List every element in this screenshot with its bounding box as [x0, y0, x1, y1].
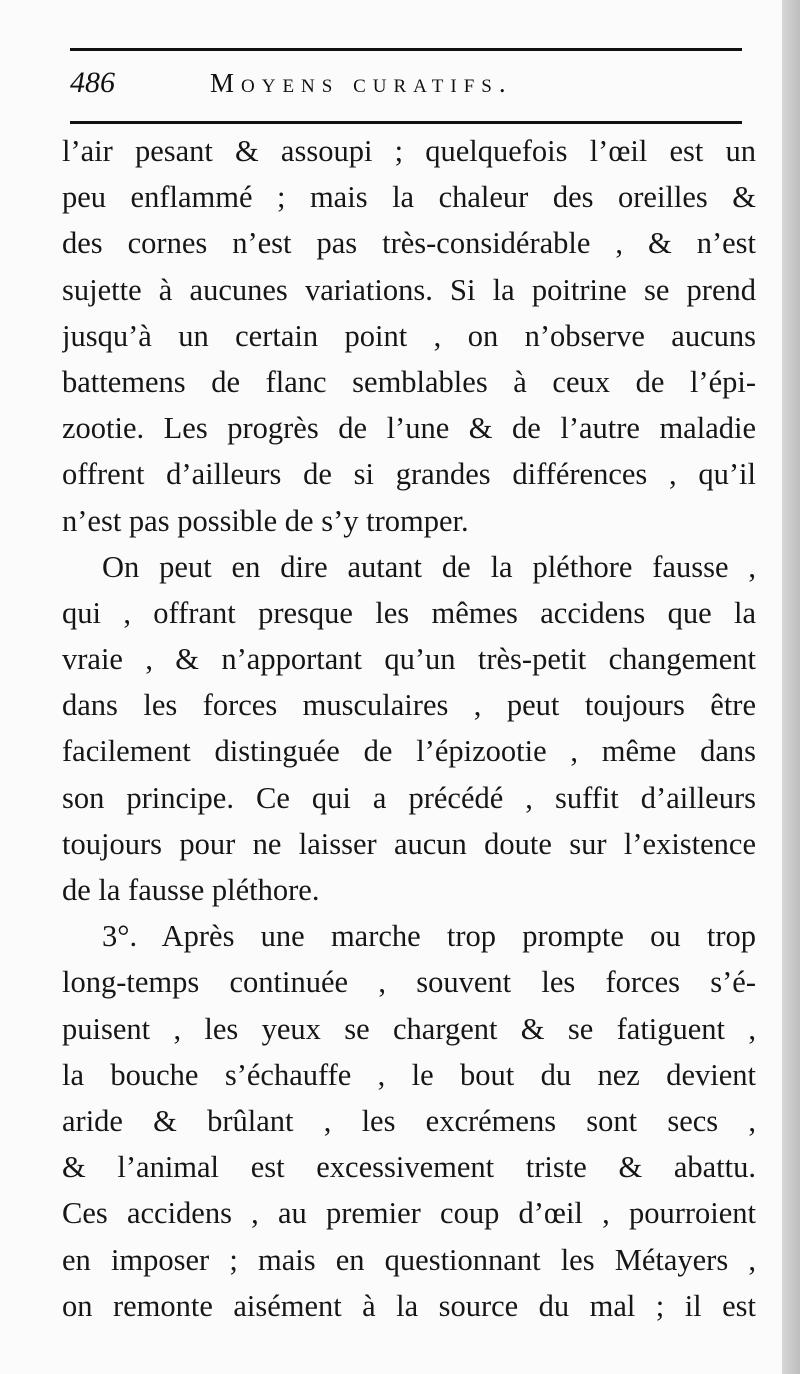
text-line: jusqu’à un certain point , on n’observe aucuns — [62, 318, 756, 353]
text-line: aride & brûlant , les excrémens sont secs , — [62, 1103, 756, 1138]
header-rule-bottom — [70, 121, 742, 124]
text-line: & l’animal est excessivement triste & abattu. — [62, 1150, 756, 1185]
body-text — [62, 128, 756, 1329]
running-title: Moyens curatifs. — [210, 68, 513, 98]
text-line: facilement distinguée de l’épizootie , même dans — [62, 734, 756, 769]
header-rule-top — [70, 48, 742, 51]
text-line: Ces accidens , au premier coup d’œil , pourroient — [62, 1196, 756, 1231]
text-line: l’air pesant & assoupi ; quelquefois l’œil est un — [62, 134, 756, 168]
text-line: des cornes n’est pas très-considérable , & n’est — [62, 226, 756, 261]
text-line: son principe. Ce qui a précédé , suffit d’ailleurs — [62, 780, 756, 815]
text-line: la bouche s’échauffe , le bout du nez devient — [62, 1057, 756, 1092]
page-number: 486 — [70, 66, 115, 99]
text-line: peu enflammé ; mais la chaleur des oreilles & — [62, 180, 756, 215]
page-header — [70, 66, 742, 112]
text-line: 3°. Après une marche trop prompte ou trop — [102, 919, 756, 954]
text-line: dans les forces musculaires , peut toujours être — [62, 688, 756, 723]
text-line: long-temps continuée , souvent les forces s’é- — [62, 965, 756, 1000]
text-line: vraie , & n’apportant qu’un très-petit changement — [62, 642, 756, 677]
page-gutter-shadow — [782, 0, 800, 1374]
text-line: en imposer ; mais en questionnant les Métayers , — [62, 1242, 756, 1277]
text-line: toujours pour ne laisser aucun doute sur l’existence — [62, 826, 756, 861]
text-line: qui , offrant presque les mêmes accidens que la — [62, 595, 756, 630]
text-line: de la fausse pléthore. — [62, 873, 320, 907]
text-line: on remonte aisément à la source du mal ; il est — [62, 1288, 756, 1323]
text-line: n’est pas possible de s’y tromper. — [62, 503, 469, 538]
text-line: battemens de flanc semblables à ceux de l’épi- — [62, 364, 756, 399]
text-line: On peut en dire autant de la pléthore fausse , — [102, 549, 756, 584]
text-line: offrent d’ailleurs de si grandes différences , qu’il — [62, 457, 756, 492]
text-line: sujette à aucunes variations. Si la poitrine se prend — [62, 272, 756, 307]
text-line: puisent , les yeux se chargent & se fatiguent , — [62, 1011, 756, 1046]
text-line: zootie. Les progrès de l’une & de l’autre maladie — [62, 411, 756, 446]
